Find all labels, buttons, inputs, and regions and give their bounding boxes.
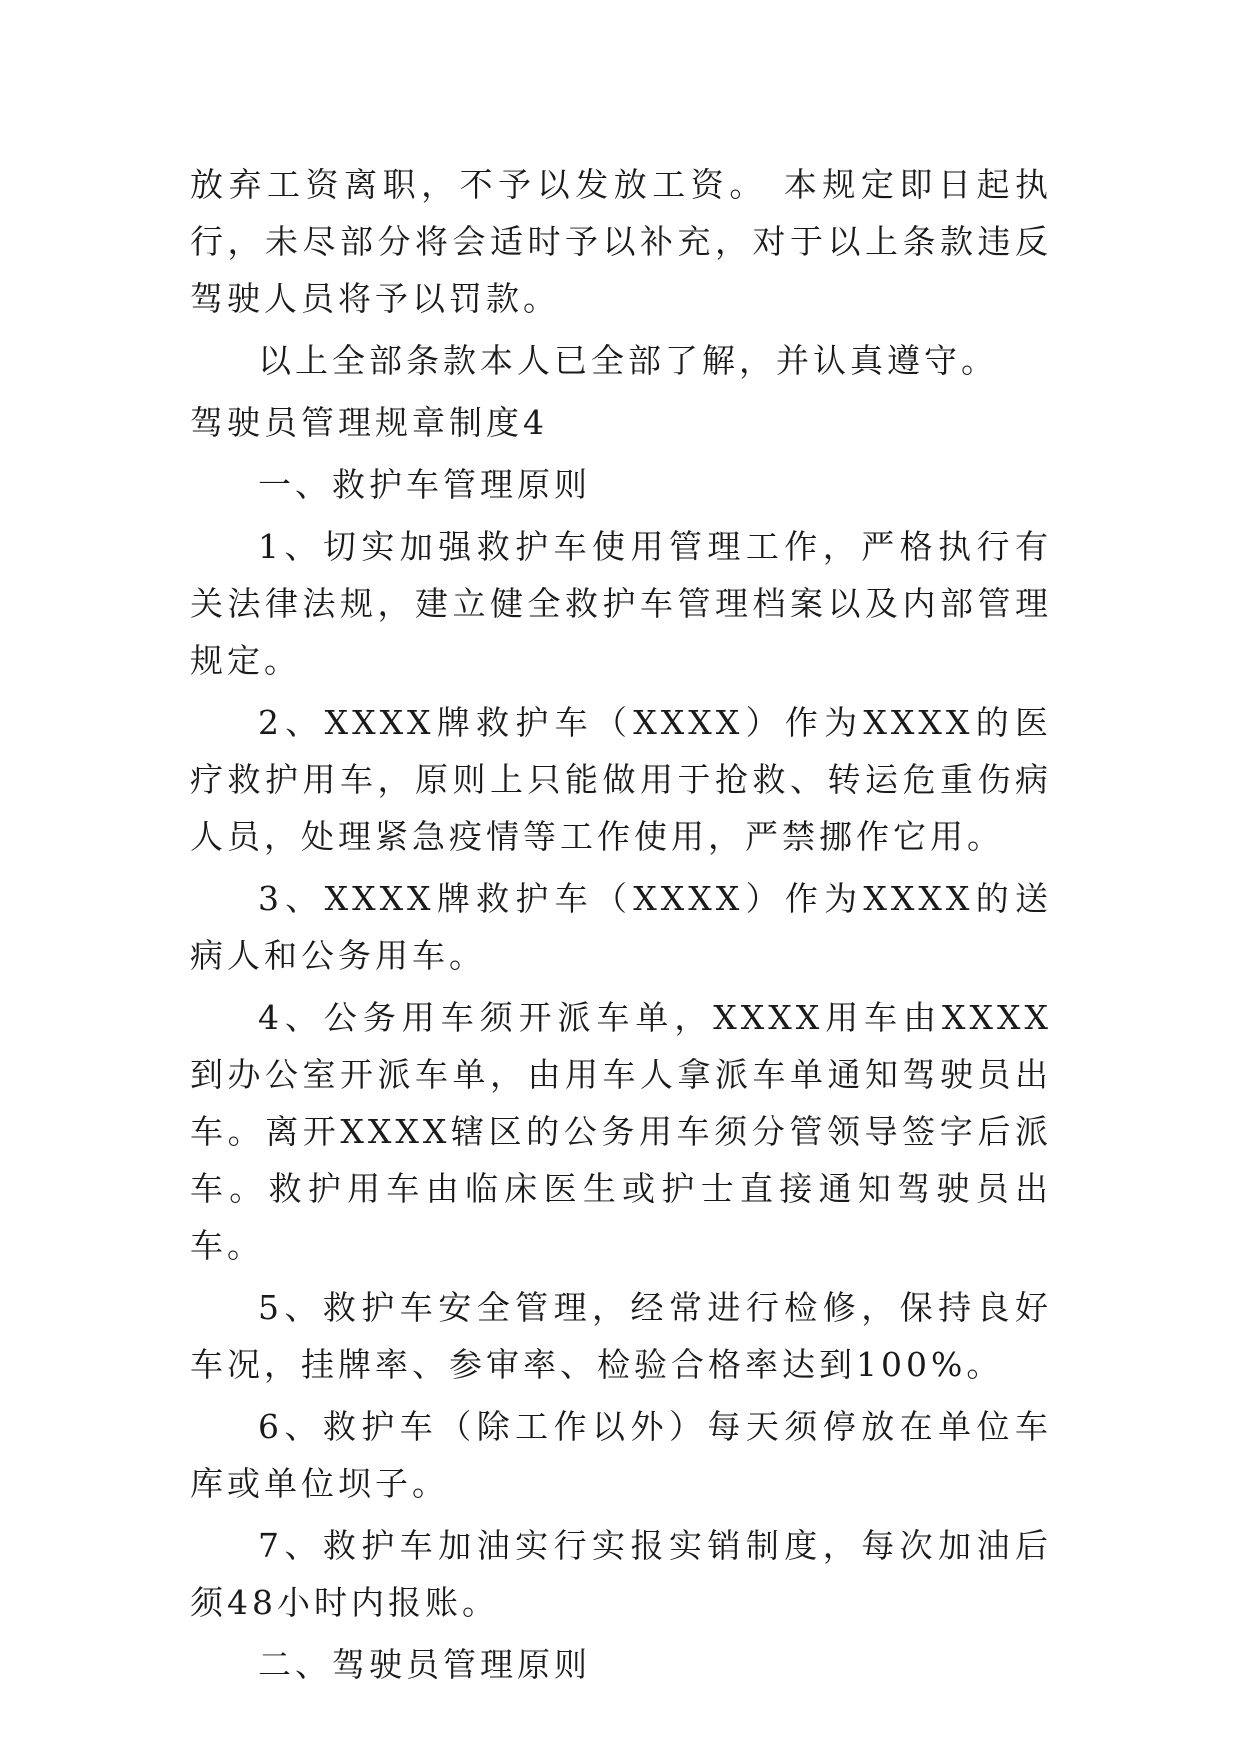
paragraph-acknowledgement: 以上全部条款本人已全部了解，并认真遵守。 [258, 341, 998, 380]
paragraph-salary-terms: 放弃工资离职，不予以发放工资。 本规定即日起执行，未尽部分将会适时予以补充，对于以上条款违反驾驶人员将予以罚款。 [190, 165, 1052, 318]
paragraph-item-6: 6、救护车（除工作以外）每天须停放在单位车库或单位坝子。 [190, 1407, 1052, 1503]
section-title: 驾驶员管理规章制度4 [190, 403, 548, 442]
document-body [190, 156, 1052, 1693]
paragraph-item-5: 5、救护车安全管理，经常进行检修，保持良好车况，挂牌率、参审率、检验合格率达到100%。 [190, 1288, 1052, 1384]
subheading-ambulance-principles: 一、救护车管理原则 [258, 465, 591, 504]
paragraph-item-4: 4、公务用车须开派车单，XXXX用车由XXXX到办公室开派车单，由用车人拿派车单通知驾驶员出车。离开XXXX辖区的公务用车须分管领导签字后派车。救护用车由临床医生或护士直接通知驾驶员出车。 [190, 998, 1052, 1265]
paragraph-item-1: 1、切实加强救护车使用管理工作，严格执行有关法律法规，建立健全救护车管理档案以及内部管理规定。 [190, 527, 1052, 680]
paragraph-item-2: 2、XXXX牌救护车（XXXX）作为XXXX的医疗救护用车，原则上只能做用于抢救、转运危重伤病人员，处理紧急疫情等工作使用，严禁挪作它用。 [190, 703, 1052, 856]
paragraph-item-7: 7、救护车加油实行实报实销制度，每次加油后须48小时内报账。 [190, 1526, 1052, 1622]
subheading-driver-principles: 二、驾驶员管理原则 [258, 1645, 591, 1684]
paragraph-item-3: 3、XXXX牌救护车（XXXX）作为XXXX的送病人和公务用车。 [190, 879, 1052, 975]
